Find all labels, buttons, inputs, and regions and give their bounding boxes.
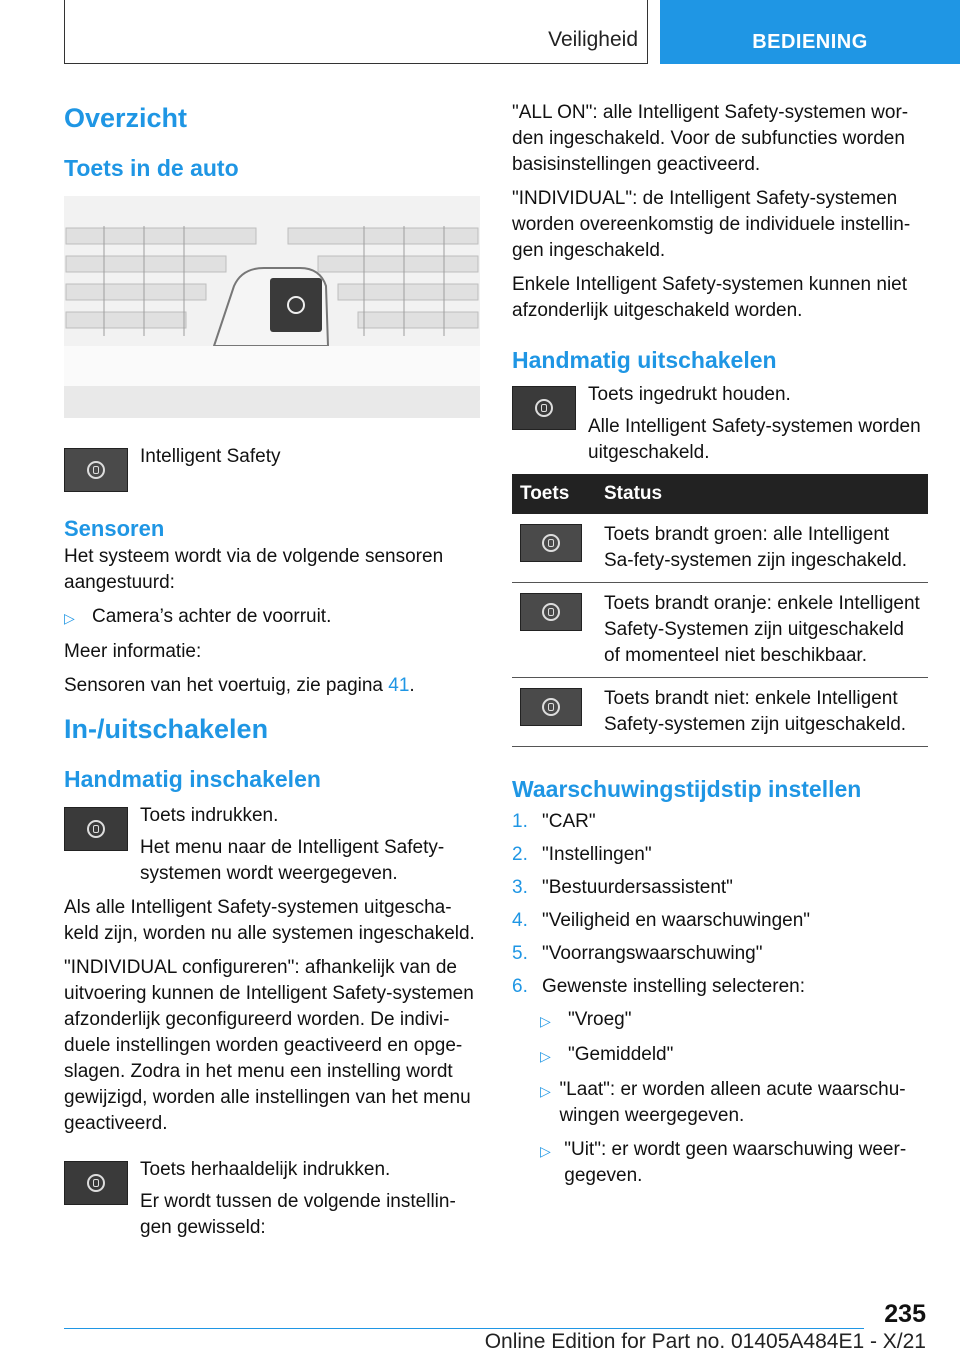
all-on-text: "ALL ON": alle Intelligent Safety-systemen wor-den ingeschakeld. Voor de subfuncties worden basisinstellingen geactiveerd.	[512, 102, 909, 175]
header-chapter-tab[interactable]: BEDIENING	[660, 0, 960, 64]
list-item: 4. "Veiligheid en waarschuwingen"	[512, 910, 811, 931]
triangle-bullet-icon: ▷	[540, 1083, 551, 1099]
hold-button-row: Toets ingedrukt houden. Alle Intelligent Safety-systemen worden uitgeschakeld.	[512, 382, 928, 466]
footer-edition: Online Edition for Part no. 01405A484E1 - X/21	[484, 1330, 926, 1353]
heading-button-in-car: Toets in de auto	[64, 155, 239, 181]
heading-overview: Overzicht	[64, 103, 188, 133]
header-section-title: Veiligheid	[548, 28, 638, 51]
sensors-bullet: ▷ Camera’s achter de voorruit.	[64, 604, 480, 631]
page-number: 235	[884, 1300, 926, 1328]
list-item: 1. "CAR"	[512, 811, 596, 832]
page-link-41[interactable]: 41	[388, 675, 410, 696]
list-item: 6. Gewenste instelling selecteren:	[512, 976, 805, 997]
heading-sensors: Sensoren	[64, 516, 165, 541]
safety-button-icon	[64, 807, 128, 851]
triangle-bullet-icon: ▷	[540, 1013, 551, 1029]
table-header-button: Toets	[512, 474, 596, 514]
heading-switch-on-off: In-/uitschakelen	[64, 714, 269, 744]
all-off-text: Als alle Intelligent Safety-systemen uitgescha-keld zijn, worden nu alle systemen ingeschakeld.	[64, 897, 475, 944]
option-item: ▷ "Vroeg"	[540, 1007, 928, 1034]
press-button-row: Toets indrukken. Het menu naar de Intelligent Safety-systemen wordt weergegeven.	[64, 803, 480, 887]
triangle-bullet-icon: ▷	[64, 610, 75, 626]
list-item: 5. "Voorrangswaarschuwing"	[512, 943, 763, 964]
heading-manual-on: Handmatig inschakelen	[64, 766, 321, 792]
dashboard-button-photo	[64, 196, 480, 418]
heading-warning-time: Waarschuwingstijdstip instellen	[512, 776, 862, 802]
table-header-status: Status	[596, 474, 928, 514]
intelligent-safety-button-icon	[64, 448, 128, 492]
right-column	[512, 100, 928, 1197]
press-repeat-row: Toets herhaaldelijk indrukken. Er wordt tussen de volgende instellin-gen gewisseld:	[64, 1157, 480, 1241]
intelligent-safety-icon-row	[64, 444, 480, 506]
table-row: Toets brandt niet: enkele Intelligent Safety-systemen zijn uitgeschakeld.	[512, 678, 928, 747]
option-item: ▷ "Laat": er worden alleen acute waarschu-wingen weergegeven.	[540, 1077, 928, 1129]
option-item: ▷ "Uit": er wordt geen waarschuwing weer-gegeven.	[540, 1137, 928, 1189]
button-orange-icon	[520, 593, 582, 631]
heading-manual-off: Handmatig uitschakelen	[512, 347, 777, 373]
safety-button-icon	[64, 1161, 128, 1205]
list-item: 3. "Bestuurdersassistent"	[512, 877, 733, 898]
sensors-intro: Het systeem wordt via de volgende sensoren aangestuurd:	[64, 546, 444, 593]
individual-text: "INDIVIDUAL": de Intelligent Safety-systemen worden overeenkomstig de individuele instellin-gen ingeschakeld.	[512, 188, 911, 261]
individual-config-text: "INDIVIDUAL configureren": afhankelijk van de uitvoering kunnen de Intelligent Safety-systemen afzonderlijk geconfigureerd worden. De indivi-duele instellingen worden geactiveerd en opge-slagen. Zodra in het menu een instelling wordt gewijzigd, worden alle instellingen van het menu geactiveerd.	[64, 957, 474, 1134]
option-item: ▷ "Gemiddeld"	[540, 1042, 928, 1069]
button-green-icon	[520, 524, 582, 562]
sensors-reference: Sensoren van het voertuig, zie pagina 41.	[64, 675, 415, 696]
more-info: Meer informatie:	[64, 641, 202, 662]
steps-list	[512, 809, 928, 1000]
some-systems-text: Enkele Intelligent Safety-systemen kunnen niet afzonderlijk uitgeschakeld worden.	[512, 274, 908, 321]
left-column	[64, 100, 480, 1249]
triangle-bullet-icon: ▷	[540, 1143, 551, 1159]
footer-divider	[64, 1328, 864, 1329]
safety-button-icon	[512, 386, 576, 430]
button-off-icon	[520, 688, 582, 726]
intelligent-safety-label: Intelligent Safety	[140, 446, 281, 467]
table-row: Toets brandt oranje: enkele Intelligent Safety-Systemen zijn uitgeschakeld of momenteel niet beschikbaar.	[512, 583, 928, 678]
table-row: Toets brandt groen: alle Intelligent Sa-fety-systemen zijn ingeschakeld.	[512, 514, 928, 583]
status-table	[512, 474, 928, 747]
options-list	[540, 1007, 928, 1189]
triangle-bullet-icon: ▷	[540, 1048, 551, 1064]
list-item: 2. "Instellingen"	[512, 844, 652, 865]
